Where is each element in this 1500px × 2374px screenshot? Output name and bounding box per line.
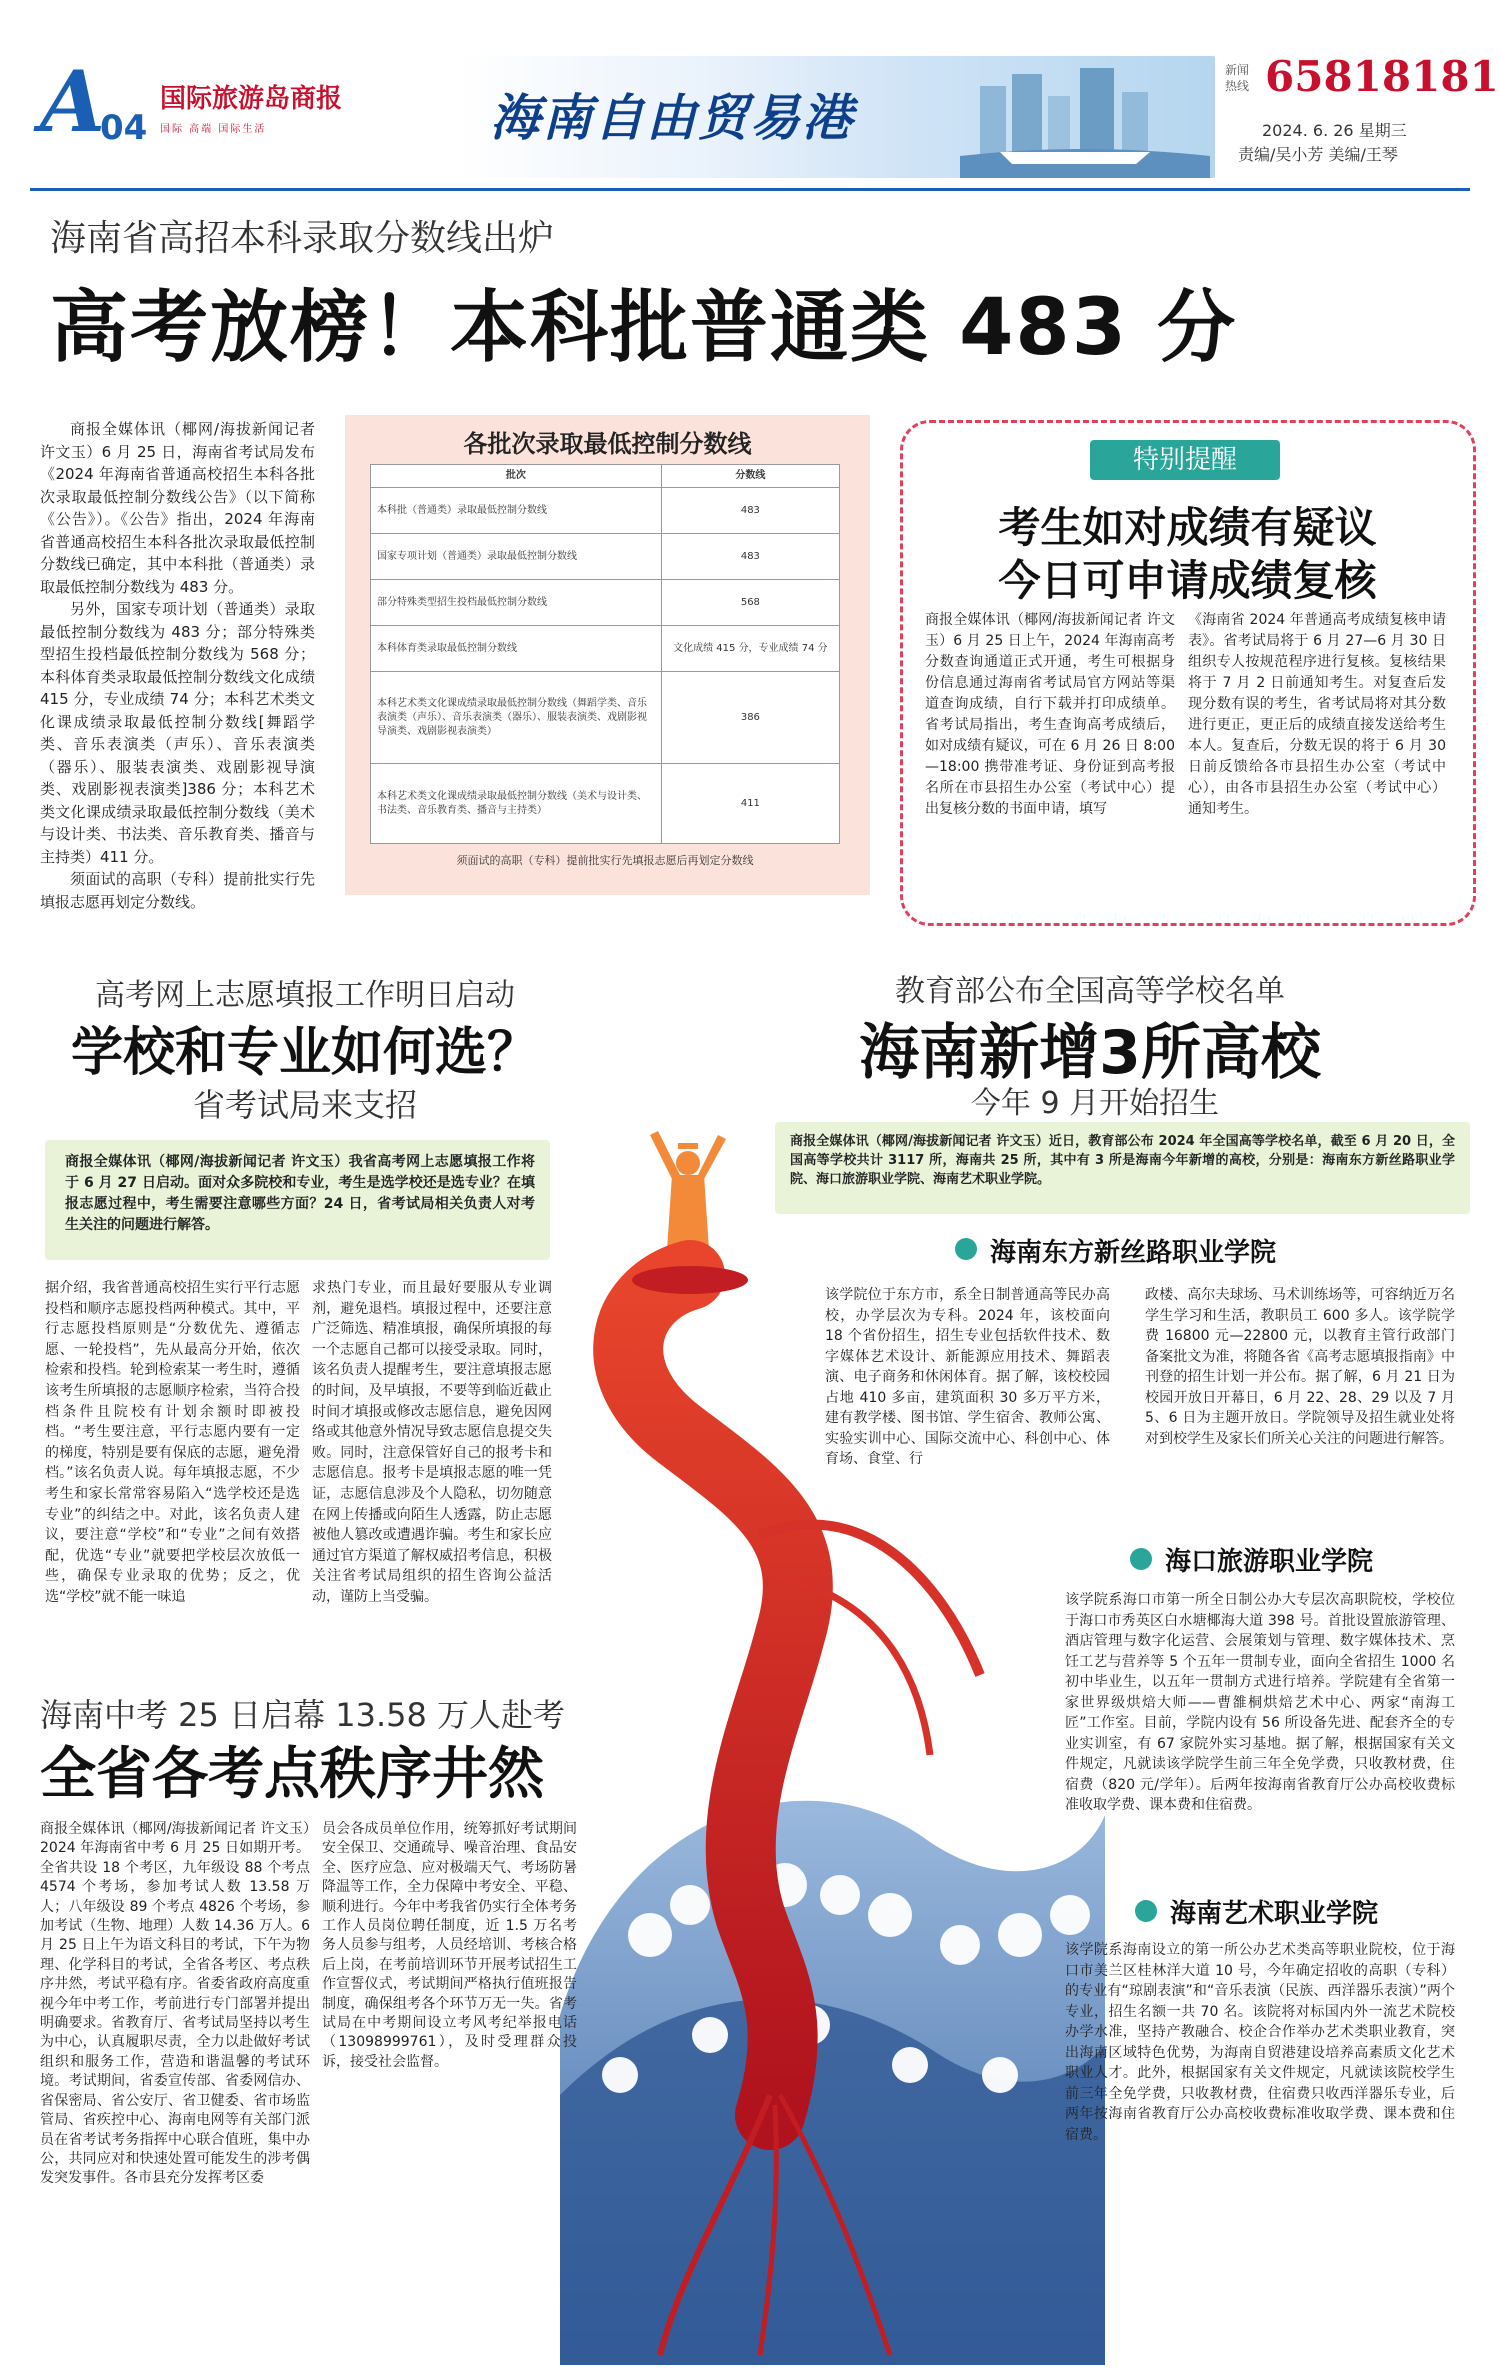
table-cell: 568 (661, 580, 839, 626)
table-cell: 文化成绩 415 分，专业成绩 74 分 (661, 626, 839, 672)
zhongkao-kicker: 海南中考 25 日启幕 13.58 万人赴考 (40, 1696, 566, 1734)
section-banner (460, 56, 1215, 178)
lead-paragraph: 须面试的高职（专科）提前批实行先填报志愿再划定分数线。 (40, 870, 315, 911)
school-column: 该学院位于东方市，系全日制普通高等民办高校，办学层次为专科。2024 年，该校面向 18 个省份招生，招生专业包括软件技术、数字媒体艺术设计、新能源应用技术、舞蹈表演、电子商务和休闲体育。据了解，该校校园占地 410 多亩，建筑面积 30 多万平方米，建有教学楼、图书馆、学生宿舍、教师公寓、实验实训中心、国际交流中心、科创中心、体育场、食堂、行 (825, 1287, 1110, 1467)
zhongkao-column: 员会各成员单位作用，统筹抓好考试期间安全保卫、交通疏导、噪音治理、食品安全、医疗应急、应对极端天气、考场防暑降温等工作，全力保障中考安全、平稳、顺利进行。今年中考我省仍实行全体考务工作人员岗位聘任制度，近 1.5 万名考务人员参与组考，人员经培训、考核合格后上岗，在考前培训环节开展考试招生工作宣誓仪式，考试期间严格执行值班报告制度，确保组考各个环节万无一失。省考试局在中考期间设立考风考纪举报电话（13098999761），及时受理群众投诉，接受社会监督。 (322, 1821, 577, 2070)
page-letter: A (40, 52, 106, 151)
paper-name: 国际旅游岛商报 (160, 84, 343, 114)
bullet-dot-icon (1135, 1900, 1157, 1922)
school-name: 海南艺术职业学院 (1170, 1899, 1379, 1929)
volunteer-column: 据介绍，我省普通高校招生实行平行志愿投档和顺序志愿投档两种模式。其中，平行志愿投档原则是“分数优先、遵循志愿、一轮投档”，先从最高分开始，依次检索和投档。轮到检索某一考生时，遵循该考生所填报的志愿顺序检索，当符合投档条件且院校有计划余额时即被投档。“考生要注意，平行志愿内要有一定的梯度，特别是要有保底的志愿，避免滑档。”该名负责人说。每年填报志愿，不少考生和家长常常容易陷入“选学校还是选专业”的纠结之中。对此，该名负责人建议，要注意“学校”和“专业”之间有效搭配，优选“专业”就要把学校层次放低一些，确保专业录取的优势；反之，优选“学校”就不能一味追 (45, 1280, 300, 1605)
editors-credit: 责编/吴小芳 美编/王琴 (1238, 145, 1398, 164)
colleges-headline: 海南新增3所高校 (859, 1018, 1321, 1088)
table-row (371, 580, 840, 626)
table-cell: 411 (661, 764, 839, 844)
banner-title: 海南自由贸易港 (490, 88, 854, 147)
score-table (370, 464, 840, 844)
table-cell: 483 (661, 534, 839, 580)
volunteer-kicker: 高考网上志愿填报工作明日启动 (95, 978, 515, 1013)
school-name: 海口旅游职业学院 (1165, 1547, 1374, 1577)
lead-article (40, 418, 315, 913)
lead-paragraph: 另外，国家专项计划（普通类）录取最低控制分数线为 483 分；部分特殊类型招生投档最低控制分数线为 568 分；本科体育类录取最低控制分数线文化成绩 415 分，专业成绩 74 分；本科艺术类文化课成绩录取最低控制分数线[舞蹈学类、音乐表演类（声乐）、音乐表演类（器乐）、服装表演类、戏剧影视导演类、戏剧影视表演类]386 分；本科艺术类文化课成绩录取最低控制分数线（美术与设计类、书法类、音乐教育类、播音与主持类）411 分。 (40, 600, 315, 866)
lead-paragraph: 商报全媒体讯（椰网/海拔新闻记者 许文玉）6 月 25 日，海南省考试局发布《2024 年海南省普通高校招生本科各批次录取最低控制分数线公告》（以下简称《公告》）。《公告》指出，2024 年海南省普通高校招生本科各批次录取最低控制分数线已确定，其中本科批（普通类）录取最低控制分数线为 483 分。 (40, 420, 315, 596)
hotline-number: 65818181 (1265, 52, 1499, 101)
lead-kicker: 海南省高招本科录取分数线出炉 (50, 218, 555, 259)
volunteer-column: 求热门专业，而且最好要服从专业调剂，避免退档。填报过程中，还要注意广泛筛选、精准填报，确保所填报的每一个志愿自己都可以接受录取。同时，该名负责人提醒考生，要注意填报志愿的时间，及早填报，不要等到临近截止时间才填报或修改志愿信息，避免因网络或其他意外情况导致志愿信息提交失败。同时，注意保管好自己的报考卡和志愿信息。报考卡是填报志愿的唯一凭证，志愿信息涉及个人隐私，切勿随意在网上传播或向陌生人透露，防止志愿被他人篡改或遭遇诈骗。考生和家长应通过官方渠道了解权威招考信息，积极关注省考试局组织的招生咨询公益活动，谨防上当受骗。 (312, 1280, 552, 1605)
table-cell: 国家专项计划（普通类）录取最低控制分数线 (371, 534, 662, 580)
notice-column: 《海南省 2024 年普通高考成绩复核申请表》。省考试局将于 6 月 27—6 月 30 日组织专人按规范程序进行复核。复核结果将于 7 月 2 日前通知考生。对复查后发现分数有误的考生，省考试局将对其分数进行更正，更正后的成绩直接发送给考生本人。复查后，分数无误的将于 6 月 30 日前反馈给各市县招生办公室（考试中心），由各市县招生办公室（考试中心）通知考生。 (1188, 612, 1446, 817)
page-number: 04 (100, 108, 148, 148)
table-row (371, 488, 840, 534)
school-name: 海南东方新丝路职业学院 (990, 1238, 1277, 1268)
table-cell: 本科艺术类文化课成绩录取最低控制分数线（美术与设计类、书法类、音乐教育类、播音与主持类） (371, 764, 662, 844)
table-header-cell: 批次 (371, 465, 662, 488)
colleges-kicker: 教育部公布全国高等学校名单 (895, 974, 1285, 1009)
table-cell: 部分特殊类型招生投档最低控制分数线 (371, 580, 662, 626)
notice-column: 商报全媒体讯（椰网/海拔新闻记者 许文玉）6 月 25 日上午，2024 年海南高考分数查询通道正式开通，考生可根据身份信息通过海南省考试局官方网站等渠道查询成绩，自行下载并打印成绩单。省考试局指出，考生查询高考成绩后，如对成绩有疑议，可在 6 月 26 日 8:00—18:00 携带准考证、身份证到高考报名所在市县招生办公室（考试中心）提出复核分数的书面申请，填写 (925, 612, 1175, 817)
colleges-lead: 商报全媒体讯（椰网/海拔新闻记者 许文玉）近日，教育部公布 2024 年全国高等学校名单，截至 6 月 20 日，全国高等学校共计 3117 所，海南共 25 所，其中有 3 所是海南今年新增的高校，分别是：海南东方新丝路职业学院、海口旅游职业学院、海南艺术职业学院。 (790, 1134, 1455, 1187)
notice-headline: 考生如对成绩有疑议 (998, 503, 1377, 552)
issue-date: 2024. 6. 26 星期三 (1262, 121, 1407, 140)
table-cell: 483 (661, 488, 839, 534)
table-header-row (371, 465, 840, 488)
table-header-cell: 分数线 (661, 465, 839, 488)
bullet-dot-icon (955, 1238, 977, 1260)
score-table-title: 各批次录取最低控制分数线 (463, 430, 752, 458)
table-row (371, 534, 840, 580)
table-cell: 本科艺术类文化课成绩录取最低控制分数线（舞蹈学类、音乐表演类（声乐）、音乐表演类（器乐）、服装表演类、戏剧影视导演类、戏剧影视表演类） (371, 672, 662, 764)
table-row (371, 626, 840, 672)
hotline-label: 新闻热线 (1225, 63, 1250, 93)
notice-headline: 今日可申请成绩复核 (998, 556, 1377, 605)
table-row (371, 672, 840, 764)
school-body: 该学院系海南设立的第一所公办艺术类高等职业院校，位于海口市美兰区桂林洋大道 10 号，今年确定招收的高职（专科）的专业有“琼剧表演”和“音乐表演（民族、西洋器乐表演）”两个专业，招生名额一共 70 名。该院将对标国内外一流艺术院校办学水准，坚持产教融合、校企合作举办艺术类职业教育，突出海南区域特色优势，为海南自贸港建设培养高素质文化艺术职业人才。此外，根据国家有关文件规定，凡就读该院校学生前三年全免学费，只收教材费，住宿费只收西洋器乐专业，后两年按海南省教育厅公办高校收费标准收取学费、课本费和住宿费。 (1065, 1942, 1455, 2143)
table-row (371, 764, 840, 844)
notice-tag: 特别提醒 (1090, 440, 1280, 480)
school-column: 政楼、高尔夫球场、马术训练场等，可容纳近万名学生学习和生活，教职员工 600 多人。该学院学费 16800 元—22800 元，以教育主管行政部门备案批文为准，将随各省《高考志愿填报指南》中刊登的招生计划一并公布。据了解，6 月 21 日为校园开放日开幕日，6 月 22、28、29 以及 7 月 5、6 日为主题开放日。学院领导及招生就业处将对到校学生及家长们所关心关注的问题进行解答。 (1145, 1287, 1455, 1447)
volunteer-subkicker: 省考试局来支招 (192, 1086, 417, 1124)
table-cell: 本科批（普通类）录取最低控制分数线 (371, 488, 662, 534)
skyline-illustration (940, 56, 1215, 178)
school-body: 该学院系海口市第一所全日制公办大专层次高职院校，学校位于海口市秀英区白水塘椰海大道 398 号。首批设置旅游管理、酒店管理与数字化运营、会展策划与管理、数字媒体技术、烹饪工艺与营养等 5 个五年一贯制专业，面向全省招生 1000 名初中毕业生，以五年一贯制方式进行培养。学院建有全省第一家世界级烘焙大师——曹雒桐烘焙艺术中心、两家“南海工匠”工作室。目前，学院内设有 56 所设备先进、配套齐全的专业实训室，有 67 家院外实习基地。据了解，根据国家有关文件规定，凡就读该学院学生前三年全免学费，只收教材费，住宿费（820 元/学年）。后两年按海南省教育厅公办高校收费标准收取学费、课本费和住宿费。 (1065, 1592, 1455, 1813)
zhongkao-column: 商报全媒体讯（椰网/海拔新闻记者 许文玉）2024 年海南省中考 6 月 25 日如期开考。全省共设 18 个考区，九年级设 88 个考点 4574 个考场，参加考试人数 13.58 万人；八年级设 89 个考点 4826 个考场，参加考试（生物、地理）人数 14.36 万人。6 月 25 日上午为语文科目的考试，下午为物理、化学科目的考试，全省各考区、考点秩序井然，考试平稳有序。省委省政府高度重视今年中考工作，考前进行专门部署并提出明确要求。省教育厅、省考试局坚持以考生为中心，认真履职尽责，全力以赴做好考试组织和服务工作，营造和谐温馨的考试环境。考试期间，省委宣传部、省委网信办、省保密局、省公安厅、省卫健委、省市场监管局、省疾控中心、海南电网等有关部门派员在省考试考务指挥中心联合值班，集中办公，共同应对和快速处置可能发生的涉考偶发突发事件。各市县充分发挥考区委 (40, 1821, 310, 2187)
zhongkao-headline: 全省各考点秩序井然 (40, 1742, 544, 1807)
lead-headline: 高考放榜！本科批普通类 483 分 (50, 283, 1238, 373)
score-table-note: 须面试的高职（专科）提前批实行先填报志愿后再划定分数线 (456, 854, 754, 867)
colleges-subkicker: 今年 9 月开始招生 (970, 1086, 1220, 1121)
volunteer-lead: 商报全媒体讯（椰网/海拔新闻记者 许文玉）我省高考网上志愿填报工作将于 6 月 27 日启动。面对众多院校和专业，考生是选学校还是选专业？在填报志愿过程中，考生需要注意哪些方面？24 日，省考试局相关负责人对考生关注的问题进行解答。 (65, 1154, 535, 1233)
header-divider (30, 188, 1470, 191)
table-cell: 本科体育类录取最低控制分数线 (371, 626, 662, 672)
volunteer-headline: 学校和专业如何选？ (70, 1023, 539, 1083)
table-cell: 386 (661, 672, 839, 764)
bullet-dot-icon (1130, 1548, 1152, 1570)
paper-slogan: 国际 高端 国际生活 (160, 124, 267, 135)
